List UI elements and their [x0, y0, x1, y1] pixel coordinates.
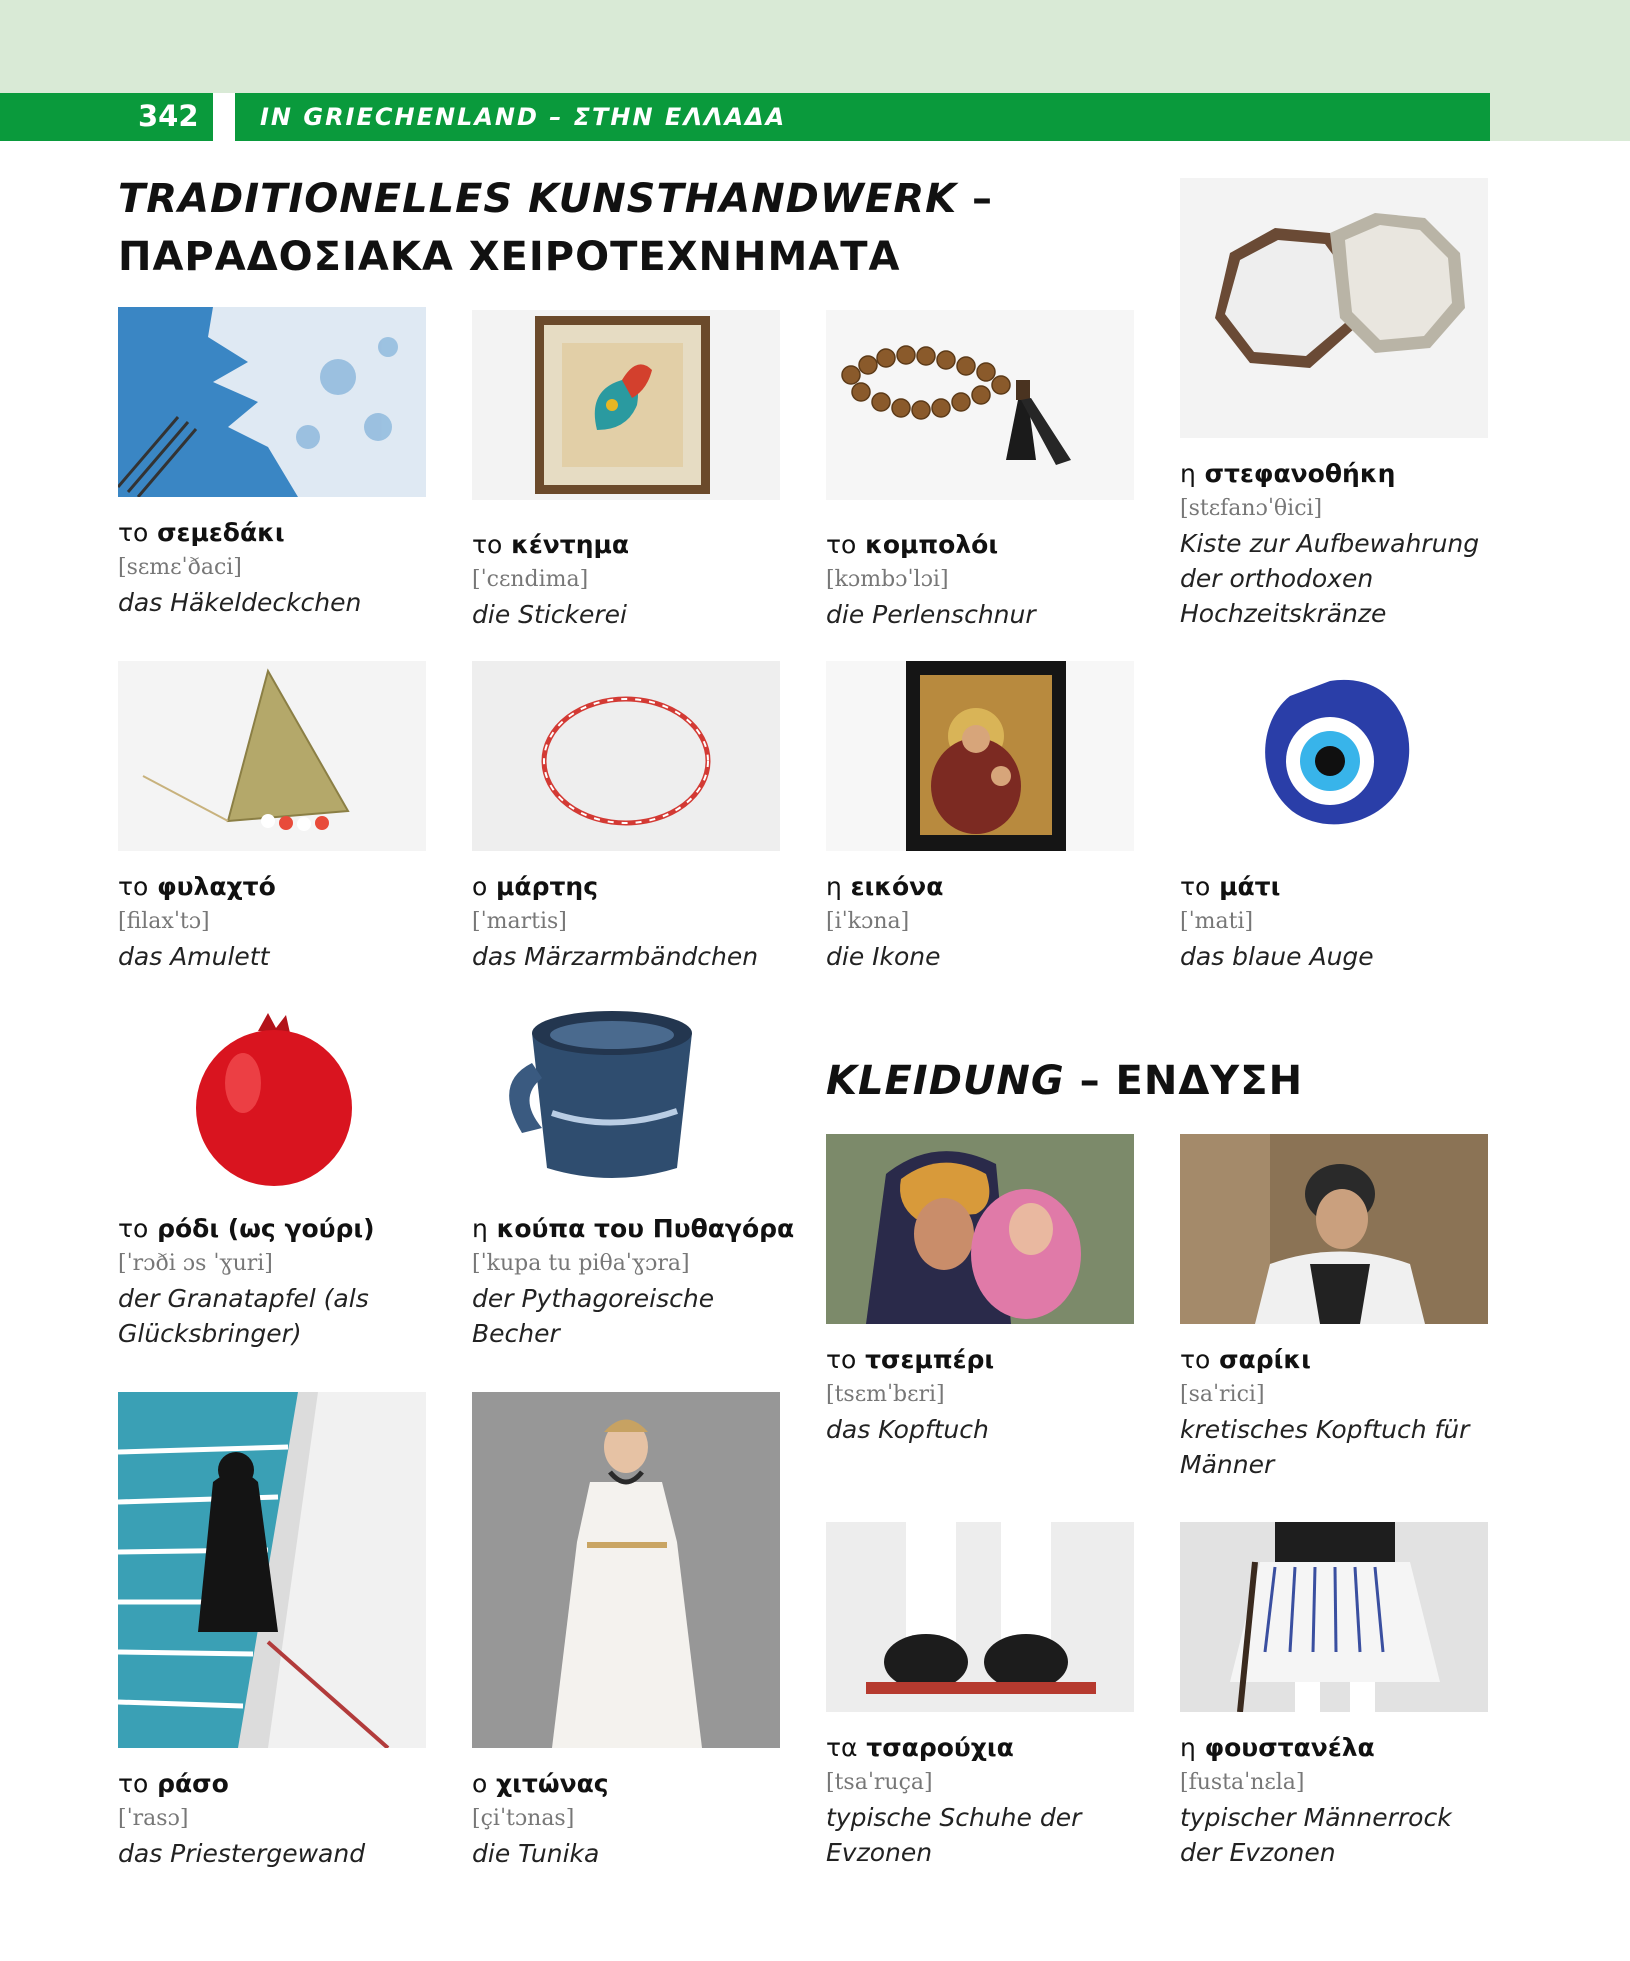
- entry-greek: [472, 869, 792, 904]
- entry-word: μάτι: [1219, 872, 1281, 901]
- entry-martis: [472, 869, 792, 974]
- entry-phonetic: [ˈmati]: [1180, 909, 1254, 934]
- entry-phonetic: [saˈrici]: [1180, 1382, 1265, 1407]
- entry-word: ρόδι (ως γούρι): [157, 1214, 375, 1243]
- entry-article: το: [1180, 872, 1211, 901]
- entry-kentima: [472, 527, 792, 632]
- entry-greek: [118, 515, 438, 550]
- main-title-de-text: TRADITIONELLES KUNSTHANDWERK: [118, 176, 958, 222]
- entry-word: στεφανοθήκη: [1204, 459, 1396, 488]
- header-gap: [213, 93, 235, 141]
- entry-translation: das blaue Auge: [1180, 942, 1374, 971]
- entry-article: το: [826, 1345, 857, 1374]
- entry-translation: das Amulett: [118, 942, 270, 971]
- amulet-photo: [118, 661, 426, 851]
- entry-article: το: [118, 1214, 149, 1243]
- entry-semedaki: [118, 515, 438, 620]
- icon-painting-photo: [826, 661, 1134, 851]
- tunic-photo: [472, 1392, 780, 1748]
- clothing-title-de: KLEIDUNG: [826, 1058, 1065, 1104]
- entry-translation: die Ikone: [826, 942, 941, 971]
- entry-translation: das Priestergewand: [118, 1839, 366, 1868]
- entry-article: η: [1180, 459, 1196, 488]
- entry-translation: die Stickerei: [472, 600, 627, 629]
- entry-greek: [472, 1211, 795, 1246]
- main-title-de: [118, 176, 993, 222]
- main-title-gr: ΠΑΡΑΔΟΣΙΑΚΑ ΧΕΙΡΟΤΕΧΝΗΜΑΤΑ: [118, 234, 901, 280]
- entry-greek: [118, 1766, 438, 1801]
- page-number: 342: [138, 99, 199, 133]
- entry-phonetic: [filaxˈtɔ]: [118, 909, 210, 934]
- doily-photo: [118, 307, 426, 497]
- entry-fylachto: [118, 869, 438, 974]
- entry-word: κούπα του Πυθαγόρα: [496, 1214, 795, 1243]
- entry-phonetic: [ˈkupa tu piθaˈɣɔra]: [472, 1251, 690, 1276]
- entry-article: ο: [472, 1769, 488, 1798]
- entry-greek: [472, 1766, 792, 1801]
- entry-phonetic: [sɛmɛˈðaci]: [118, 555, 242, 580]
- entry-greek: [472, 527, 792, 562]
- embroidery-photo: [472, 310, 780, 500]
- entry-phonetic: [tsɛmˈbɛri]: [826, 1382, 945, 1407]
- entry-stefanothiki: [1180, 456, 1480, 631]
- entry-greek: [118, 869, 438, 904]
- entry-phonetic: [çiˈtɔnas]: [472, 1806, 575, 1831]
- headscarf-photo: [826, 1134, 1134, 1324]
- entry-word: χιτώνας: [496, 1769, 609, 1798]
- entry-tsemberi: [826, 1342, 1146, 1447]
- entry-translation: das Häkeldeckchen: [118, 588, 362, 617]
- clothing-title-dash: –: [1064, 1058, 1116, 1104]
- pomegranate-photo: [118, 1003, 426, 1193]
- entry-translation: die Perlenschnur: [826, 600, 1036, 629]
- entry-greek: [826, 527, 1146, 562]
- section-heading: IN GRIECHENLAND – ΣΤΗΝ ΕΛΛΑΔΑ: [260, 103, 787, 131]
- entry-word: φυλαχτό: [157, 872, 276, 901]
- entry-word: τσεμπέρι: [865, 1345, 995, 1374]
- entry-greek: [1180, 1730, 1490, 1765]
- entry-article: το: [826, 530, 857, 559]
- entry-phonetic: [kɔmbɔˈlɔi]: [826, 567, 949, 592]
- entry-translation: der Pythagoreische Becher: [472, 1284, 715, 1348]
- entry-translation: Kiste zur Aufbewahrung der orthodoxen Hochzeitskränze: [1180, 529, 1480, 628]
- entry-greek: [1180, 456, 1480, 491]
- clothing-title-gr: ΕΝΔΥΣΗ: [1115, 1058, 1304, 1104]
- priest-photo: [118, 1392, 426, 1748]
- entry-sariki: [1180, 1342, 1500, 1482]
- entry-greek: [118, 1211, 438, 1246]
- entry-translation: typische Schuhe der Evzonen: [826, 1803, 1082, 1867]
- entry-phonetic: [ˈcɛndima]: [472, 567, 589, 592]
- main-title-dash: –: [957, 176, 994, 222]
- entry-translation: kretisches Kopftuch für Männer: [1180, 1415, 1470, 1479]
- entry-phonetic: [tsaˈruça]: [826, 1770, 933, 1795]
- entry-article: το: [118, 518, 149, 547]
- fustanella-photo: [1180, 1522, 1488, 1712]
- entry-article: το: [118, 1769, 149, 1798]
- entry-word: φουστανέλα: [1204, 1733, 1375, 1762]
- entry-word: σαρίκι: [1219, 1345, 1311, 1374]
- entry-greek: [826, 869, 1146, 904]
- entry-article: το: [1180, 1345, 1211, 1374]
- entry-rodi: [118, 1211, 438, 1351]
- entry-translation: das Kopftuch: [826, 1415, 989, 1444]
- entry-phonetic: [ˈrasɔ]: [118, 1806, 189, 1831]
- entry-phonetic: [fustaˈnɛla]: [1180, 1770, 1305, 1795]
- entry-word: κομπολόι: [865, 530, 999, 559]
- entry-word: ράσο: [157, 1769, 229, 1798]
- entry-article: ο: [472, 872, 488, 901]
- entry-greek: [1180, 1342, 1500, 1377]
- entry-chitonas: [472, 1766, 792, 1871]
- entry-word: μάρτης: [496, 872, 599, 901]
- entry-word: κέντημα: [511, 530, 630, 559]
- entry-article: τα: [826, 1733, 858, 1762]
- entry-translation: der Granatapfel (als Glücksbringer): [118, 1284, 369, 1348]
- entry-tsarouchia: [826, 1730, 1146, 1870]
- evil-eye-photo: [1180, 661, 1488, 851]
- tsarouchia-photo: [826, 1522, 1134, 1712]
- bracelet-photo: [472, 661, 780, 851]
- entry-koupa: [472, 1211, 795, 1351]
- cretan-headscarf-photo: [1180, 1134, 1488, 1324]
- entry-article: η: [472, 1214, 488, 1243]
- entry-article: η: [1180, 1733, 1196, 1762]
- entry-raso: [118, 1766, 438, 1871]
- entry-eikona: [826, 869, 1146, 974]
- entry-phonetic: [stɛfanɔˈθici]: [1180, 496, 1323, 521]
- entry-word: εικόνα: [850, 872, 944, 901]
- entry-mati: [1180, 869, 1500, 974]
- entry-article: το: [118, 872, 149, 901]
- entry-word: τσαρούχια: [866, 1733, 1014, 1762]
- entry-foustanela: [1180, 1730, 1490, 1870]
- entry-translation: typischer Männerrock der Evzonen: [1180, 1803, 1452, 1867]
- entry-greek: [826, 1342, 1146, 1377]
- entry-komboloi: [826, 527, 1146, 632]
- crown-box-photo: [1180, 178, 1488, 438]
- entry-translation: die Tunika: [472, 1839, 600, 1868]
- worry-beads-photo: [826, 310, 1134, 500]
- entry-translation: das Märzarmbändchen: [472, 942, 759, 971]
- entry-article: το: [472, 530, 503, 559]
- entry-greek: [1180, 869, 1500, 904]
- entry-phonetic: [ˈrɔði ɔs ˈɣuri]: [118, 1251, 273, 1276]
- entry-greek: [826, 1730, 1146, 1765]
- clothing-title: [826, 1058, 1303, 1104]
- entry-word: σεμεδάκι: [157, 518, 285, 547]
- entry-phonetic: [iˈkɔna]: [826, 909, 910, 934]
- cup-photo: [472, 1003, 780, 1193]
- entry-phonetic: [ˈmartis]: [472, 909, 567, 934]
- entry-article: η: [826, 872, 842, 901]
